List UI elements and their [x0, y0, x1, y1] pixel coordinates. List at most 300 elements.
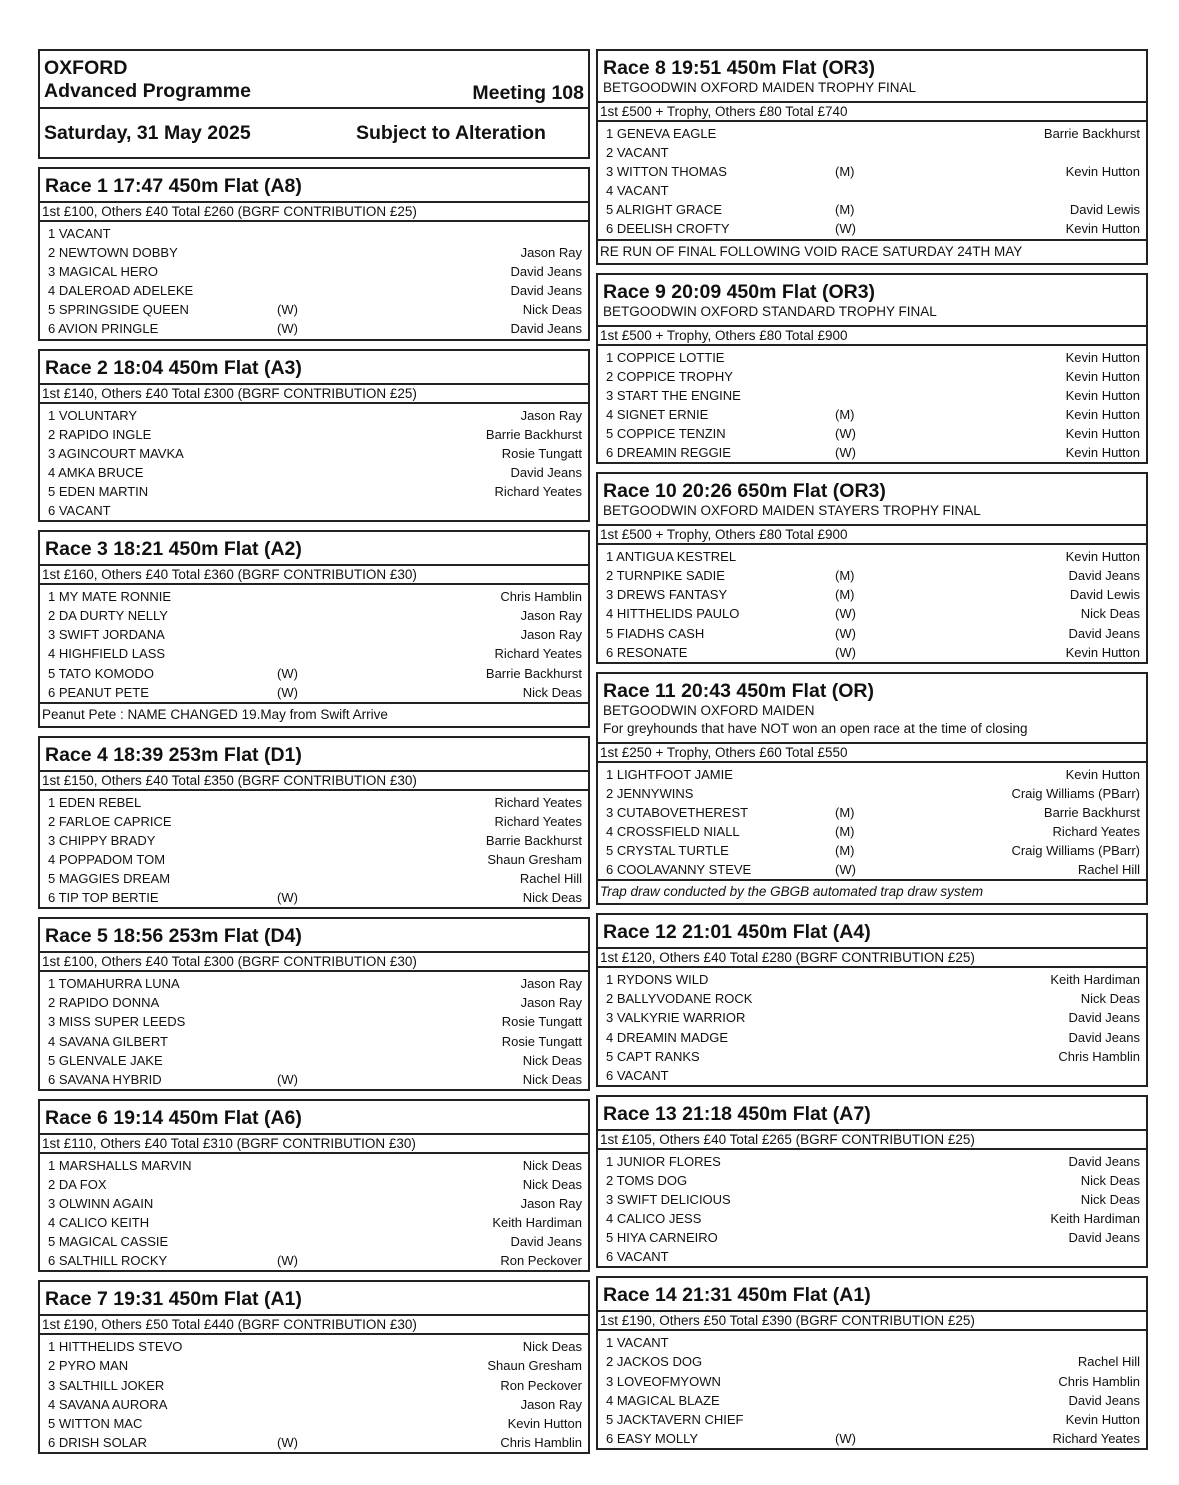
runner-dog: 1 MY MATE RONNIE [48, 589, 172, 605]
runner-trainer: Rachel Hill [519, 871, 582, 887]
runner-trainer: Chris Hamblin [500, 1434, 582, 1450]
race-subtitle: For greyhounds that have NOT won an open race at the time of closing [603, 720, 1028, 736]
runner-trainer: Keith Hardiman [1050, 1211, 1140, 1227]
race-title: Race 10 20:26 650m Flat (OR3) [603, 480, 886, 503]
runner-dog: 5 CAPT RANKS [606, 1048, 700, 1064]
runner-row [598, 1228, 1146, 1247]
runner-dog: 4 CALICO JESS [606, 1211, 702, 1227]
race-header [40, 738, 588, 770]
runner-seed: (M) [835, 587, 855, 603]
runner-row [40, 1012, 588, 1031]
programme-header [38, 49, 590, 159]
runner-trainer: Nick Deas [1080, 1192, 1140, 1207]
race-card [596, 1095, 1148, 1269]
runner-dog: 6 VACANT [48, 503, 111, 519]
runner-trainer: Barrie Backhurst [485, 665, 582, 681]
runner-dog: 3 MAGICAL HERO [48, 264, 159, 280]
runner-dog: 3 OLWINN AGAIN [48, 1196, 154, 1211]
race-note: RE RUN OF FINAL FOLLOWING VOID RACE SATURDAY 24TH MAY [598, 239, 1146, 263]
race-header [40, 1282, 588, 1314]
runner-dog: 4 CALICO KEITH [48, 1215, 150, 1231]
runner-trainer: Kevin Hutton [1065, 164, 1140, 180]
runner-row [40, 644, 588, 663]
runner-dog: 4 DALEROAD ADELEKE [48, 283, 194, 299]
runner-dog: 1 RYDONS WILD [606, 972, 709, 988]
runner-row [40, 793, 588, 812]
runner-row [598, 1352, 1146, 1371]
runner-row [40, 606, 588, 625]
runner-row [40, 1213, 588, 1232]
race-header [598, 915, 1146, 947]
runner-trainer: David Jeans [510, 264, 582, 280]
runner-trainer: David Jeans [1068, 1153, 1140, 1169]
runner-dog: 2 VACANT [606, 145, 669, 161]
runner-row [40, 812, 588, 831]
runner-dog: 3 CUTABOVETHEREST [606, 804, 749, 820]
runner-row [40, 1376, 588, 1395]
runner-row [598, 860, 1146, 879]
runner-trainer: Kevin Hutton [1065, 644, 1140, 660]
runner-dog: 1 VACANT [606, 1335, 669, 1351]
race-card [596, 49, 1148, 265]
runner-dog: 5 HIYA CARNEIRO [606, 1230, 718, 1246]
runner-list [598, 968, 1146, 1085]
runner-row [598, 624, 1146, 643]
runner-dog: 2 NEWTOWN DOBBY [48, 245, 178, 261]
race-prize: 1st £500 + Trophy, Others £80 Total £900 [598, 524, 1146, 545]
runner-dog: 5 SPRINGSIDE QUEEN [48, 302, 189, 318]
race-note: Peanut Pete : NAME CHANGED 19.May from Swift Arrive [40, 702, 588, 726]
runner-dog: 5 JACKTAVERN CHIEF [606, 1411, 744, 1427]
runner-dog: 4 SIGNET ERNIE [606, 406, 709, 422]
runner-dog: 4 MAGICAL BLAZE [606, 1392, 720, 1408]
runner-dog: 3 SWIFT DELICIOUS [606, 1192, 731, 1207]
runner-seed: (W) [277, 1071, 298, 1087]
runner-row [40, 243, 588, 262]
track-name: OXFORD [44, 57, 128, 79]
runner-dog: 5 COPPICE TENZIN [606, 425, 726, 441]
runner-row [598, 765, 1146, 784]
runner-dog: 4 HITTHELIDS PAULO [606, 606, 740, 622]
runner-row [40, 683, 588, 702]
runner-row [598, 803, 1146, 822]
race-title: Race 8 19:51 450m Flat (OR3) [603, 57, 876, 79]
race-title: Race 6 19:14 450m Flat (A6) [45, 1106, 302, 1129]
runner-seed: (M) [835, 406, 855, 422]
runner-row [598, 424, 1146, 443]
runner-seed: (W) [835, 1430, 856, 1446]
race-title: Race 7 19:31 450m Flat (A1) [45, 1288, 302, 1311]
runner-trainer: Jason Ray [520, 627, 582, 643]
runner-dog: 4 DREAMIN MADGE [606, 1029, 729, 1045]
runner-seed: (M) [835, 568, 855, 584]
left-column [38, 49, 590, 1462]
race-note: Trap draw conducted by the GBGB automated trap draw system [598, 879, 1146, 903]
race-card [596, 913, 1148, 1087]
race-title: Race 11 20:43 450m Flat (OR) [603, 679, 874, 702]
runner-trainer: Richard Yeates [494, 646, 582, 662]
runner-row [40, 1337, 588, 1356]
runner-dog: 6 EASY MOLLY [606, 1430, 699, 1446]
runner-trainer: Jason Ray [520, 245, 582, 261]
runner-trainer: Ron Peckover [500, 1253, 582, 1269]
race-title: Race 4 18:39 253m Flat (D1) [45, 743, 302, 766]
runner-list [40, 1335, 588, 1452]
runner-trainer: Chris Hamblin [500, 589, 582, 605]
runner-row [598, 1209, 1146, 1228]
runner-list [598, 122, 1146, 239]
race-prize: 1st £110, Others £40 Total £310 (BGRF CONTRIBUTION £30) [40, 1133, 588, 1154]
race-prize: 1st £500 + Trophy, Others £80 Total £900 [598, 325, 1146, 346]
race-card [38, 736, 590, 910]
runner-trainer: Keith Hardiman [492, 1215, 582, 1231]
runner-dog: 2 JACKOS DOG [606, 1354, 703, 1370]
runner-trainer: Jason Ray [520, 995, 582, 1011]
runner-trainer: David Jeans [1068, 1010, 1140, 1026]
runner-list [598, 545, 1146, 662]
runner-dog: 3 MISS SUPER LEEDS [48, 1014, 186, 1030]
runner-dog: 5 ALRIGHT GRACE [606, 202, 723, 218]
runner-trainer: Shaun Gresham [487, 1358, 582, 1374]
runner-seed: (W) [835, 606, 856, 622]
runner-dog: 1 LIGHTFOOT JAMIE [606, 766, 733, 782]
runner-row [598, 1171, 1146, 1190]
runner-seed: (W) [835, 862, 856, 878]
runner-list [598, 763, 1146, 880]
runner-trainer: David Jeans [510, 464, 582, 480]
race-subtitle: BETGOODWIN OXFORD MAIDEN STAYERS TROPHY FINAL [603, 503, 981, 519]
runner-dog: 4 VACANT [606, 183, 669, 199]
race-prize: 1st £190, Others £50 Total £440 (BGRF CONTRIBUTION £30) [40, 1314, 588, 1335]
runner-row [598, 367, 1146, 386]
runner-trainer: Chris Hamblin [1058, 1373, 1140, 1389]
runner-dog: 3 SALTHILL JOKER [48, 1377, 165, 1393]
runner-row [40, 974, 588, 993]
runner-list [40, 791, 588, 908]
runner-trainer: Kevin Hutton [507, 1415, 582, 1431]
runner-row [40, 463, 588, 482]
runner-row [598, 1190, 1146, 1209]
runner-dog: 2 FARLOE CAPRICE [48, 813, 172, 829]
runner-list [598, 1331, 1146, 1448]
runner-trainer: Kevin Hutton [1065, 425, 1140, 441]
runner-dog: 1 HITTHELIDS STEVO [48, 1339, 183, 1355]
race-prize: 1st £105, Others £40 Total £265 (BGRF CONTRIBUTION £25) [598, 1129, 1146, 1150]
runner-dog: 2 RAPIDO DONNA [48, 995, 160, 1011]
runner-row [598, 970, 1146, 989]
runner-trainer: Craig Williams (PBarr) [1011, 785, 1140, 801]
runner-dog: 6 DREAMIN REGGIE [606, 445, 731, 461]
runner-dog: 1 ANTIGUA KESTREL [606, 549, 737, 565]
runner-seed: (W) [277, 321, 298, 337]
runner-dog: 2 COPPICE TROPHY [606, 368, 733, 384]
programme-header-top [40, 51, 588, 109]
runner-dog: 3 START THE ENGINE [606, 387, 741, 403]
runner-row [40, 1070, 588, 1089]
runner-trainer: David Jeans [1068, 1392, 1140, 1408]
runner-row [40, 224, 588, 243]
runner-trainer: Rosie Tungatt [501, 1033, 582, 1049]
runner-trainer: David Jeans [510, 321, 582, 337]
right-column [596, 49, 1148, 1458]
runner-dog: 1 GENEVA EAGLE [606, 126, 717, 141]
race-prize: 1st £120, Others £40 Total £280 (BGRF CONTRIBUTION £25) [598, 947, 1146, 968]
runner-row [40, 1251, 588, 1270]
runner-row [598, 585, 1146, 604]
runner-dog: 3 DREWS FANTASY [606, 587, 728, 603]
programme-header-bottom [40, 109, 588, 157]
race-header [598, 1278, 1146, 1310]
race-header [40, 351, 588, 383]
race-card [38, 1099, 590, 1273]
runner-dog: 4 AMKA BRUCE [48, 464, 144, 480]
runner-row [598, 1391, 1146, 1410]
runner-trainer: David Jeans [510, 283, 582, 299]
race-header [598, 275, 1146, 325]
runner-dog: 1 TOMAHURRA LUNA [48, 976, 180, 992]
runner-row [598, 1333, 1146, 1352]
alteration-notice: Subject to Alteration [356, 122, 546, 144]
runner-dog: 3 WITTON THOMAS [606, 164, 727, 180]
race-title: Race 9 20:09 450m Flat (OR3) [603, 280, 876, 303]
race-header [598, 474, 1146, 524]
runner-seed: (W) [835, 221, 856, 237]
race-card [38, 917, 590, 1091]
race-title: Race 3 18:21 450m Flat (A2) [45, 538, 302, 561]
runner-trainer: Richard Yeates [1052, 1430, 1140, 1446]
runner-row [598, 124, 1146, 143]
race-prize: 1st £190, Others £50 Total £390 (BGRF CONTRIBUTION £25) [598, 1310, 1146, 1331]
runner-dog: 4 CROSSFIELD NIALL [606, 823, 740, 839]
race-header [40, 532, 588, 564]
runner-row [598, 1066, 1146, 1085]
runner-trainer: David Jeans [1068, 625, 1140, 641]
runner-row [598, 1008, 1146, 1027]
runner-row [40, 1356, 588, 1375]
runner-row [40, 444, 588, 463]
runner-row [40, 1395, 588, 1414]
race-prize: 1st £140, Others £40 Total £300 (BGRF CONTRIBUTION £25) [40, 383, 588, 404]
runner-seed: (W) [277, 302, 298, 318]
race-prize: 1st £250 + Trophy, Others £60 Total £550 [598, 742, 1146, 763]
race-card [596, 1276, 1148, 1450]
runner-row [40, 664, 588, 683]
right-race-list [596, 49, 1148, 1450]
runner-row [598, 386, 1146, 405]
runner-seed: (M) [835, 202, 855, 218]
runner-trainer: Nick Deas [522, 302, 582, 318]
runner-dog: 2 RAPIDO INGLE [48, 426, 152, 442]
runner-trainer: Nick Deas [1080, 991, 1140, 1007]
race-prize: 1st £100, Others £40 Total £260 (BGRF CONTRIBUTION £25) [40, 201, 588, 222]
runner-dog: 6 PEANUT PETE [48, 684, 149, 700]
runner-trainer: Richard Yeates [494, 483, 582, 499]
runner-trainer: Ron Peckover [500, 1377, 582, 1393]
race-title: Race 13 21:18 450m Flat (A7) [603, 1102, 871, 1125]
runner-row [40, 406, 588, 425]
race-title: Race 14 21:31 450m Flat (A1) [603, 1284, 871, 1307]
runner-dog: 2 BALLYVODANE ROCK [606, 991, 753, 1007]
runner-trainer: Nick Deas [522, 1071, 582, 1087]
runner-row [40, 1156, 588, 1175]
runner-row [598, 604, 1146, 623]
runner-row [598, 443, 1146, 462]
runner-seed: (W) [277, 1434, 298, 1450]
runner-row [40, 1414, 588, 1433]
runner-trainer: Chris Hamblin [1058, 1048, 1140, 1064]
runner-trainer: Nick Deas [1080, 1172, 1140, 1188]
runner-trainer: Barrie Backhurst [485, 426, 582, 442]
race-prize: 1st £160, Others £40 Total £360 (BGRF CONTRIBUTION £30) [40, 564, 588, 585]
runner-seed: (W) [835, 445, 856, 461]
runner-trainer: Nick Deas [522, 684, 582, 700]
runner-dog: 6 SAVANA HYBRID [48, 1071, 162, 1087]
race-card [38, 530, 590, 728]
runner-dog: 2 DA DURTY NELLY [48, 608, 168, 624]
runner-dog: 6 AVION PRINGLE [48, 321, 159, 337]
runner-trainer: Kevin Hutton [1065, 349, 1140, 365]
runner-seed: (M) [835, 164, 855, 180]
runner-list [40, 404, 588, 521]
race-header [598, 674, 1146, 742]
race-title: Race 2 18:04 450m Flat (A3) [45, 356, 302, 379]
runner-row [40, 831, 588, 850]
runner-dog: 2 TURNPIKE SADIE [606, 568, 725, 584]
runner-trainer: Shaun Gresham [487, 851, 582, 867]
runner-seed: (W) [835, 625, 856, 641]
runner-trainer: Kevin Hutton [1065, 1411, 1140, 1427]
race-subtitle: BETGOODWIN OXFORD MAIDEN [603, 702, 815, 718]
runner-trainer: Nick Deas [1080, 606, 1140, 622]
runner-trainer: Richard Yeates [494, 794, 582, 810]
race-header [598, 51, 1146, 101]
runner-dog: 5 CRYSTAL TURTLE [606, 843, 729, 859]
runner-dog: 6 COOLAVANNY STEVE [606, 862, 752, 878]
runner-row [40, 1232, 588, 1251]
programme-type: Advanced Programme [44, 80, 251, 102]
runner-dog: 1 VOLUNTARY [48, 407, 138, 423]
race-card [38, 349, 590, 523]
meeting-number: Meeting 108 [472, 82, 584, 104]
runner-trainer: Richard Yeates [1052, 823, 1140, 839]
runner-trainer: Jason Ray [520, 608, 582, 624]
runner-trainer: Kevin Hutton [1065, 368, 1140, 384]
runner-seed: (W) [835, 644, 856, 660]
race-title: Race 1 17:47 450m Flat (A8) [45, 175, 302, 197]
runner-dog: 6 RESONATE [606, 644, 688, 660]
runner-row [40, 1175, 588, 1194]
runner-dog: 4 SAVANA GILBERT [48, 1033, 168, 1049]
runner-row [598, 989, 1146, 1008]
runner-trainer: David Lewis [1069, 587, 1140, 603]
runner-trainer: Nick Deas [522, 1052, 582, 1068]
runner-dog: 6 VACANT [606, 1249, 669, 1265]
race-card [38, 167, 590, 341]
runner-dog: 5 TATO KOMODO [48, 665, 154, 681]
runner-row [40, 1032, 588, 1051]
runner-row [598, 1372, 1146, 1391]
runner-row [598, 547, 1146, 566]
runner-trainer: Nick Deas [522, 1176, 582, 1192]
runner-row [598, 181, 1146, 200]
runner-row [40, 869, 588, 888]
runner-row [40, 625, 588, 644]
runner-dog: 4 SAVANA AURORA [48, 1396, 168, 1412]
runner-dog: 3 CHIPPY BRADY [48, 832, 156, 848]
runner-trainer: Barrie Backhurst [485, 832, 582, 848]
runner-row [40, 501, 588, 520]
runner-row [598, 1410, 1146, 1429]
runner-trainer: Jason Ray [520, 976, 582, 992]
race-prize: 1st £500 + Trophy, Others £80 Total £740 [598, 101, 1146, 122]
runner-dog: 2 PYRO MAN [48, 1358, 129, 1374]
race-card [596, 472, 1148, 664]
runner-row [40, 319, 588, 338]
runner-row [598, 1429, 1146, 1448]
race-title: Race 12 21:01 450m Flat (A4) [603, 921, 871, 944]
runner-row [598, 1047, 1146, 1066]
runner-trainer: David Jeans [1068, 568, 1140, 584]
runner-dog: 5 FIADHS CASH [606, 625, 705, 641]
runner-row [40, 1194, 588, 1213]
race-header [40, 1101, 588, 1133]
runner-row [598, 200, 1146, 219]
runner-row [598, 566, 1146, 585]
runner-dog: 3 AGINCOURT MAVKA [48, 445, 184, 461]
race-title: Race 5 18:56 253m Flat (D4) [45, 925, 302, 948]
runner-row [40, 425, 588, 444]
runner-trainer: Nick Deas [522, 1157, 582, 1173]
runner-trainer: Jason Ray [520, 1196, 582, 1211]
runner-list [40, 972, 588, 1089]
runner-row [40, 300, 588, 319]
runner-seed: (M) [835, 804, 855, 820]
runner-row [40, 262, 588, 281]
runner-trainer: Kevin Hutton [1065, 387, 1140, 403]
race-prize: 1st £100, Others £40 Total £300 (BGRF CONTRIBUTION £30) [40, 951, 588, 972]
runner-dog: 1 EDEN REBEL [48, 794, 142, 810]
runner-dog: 6 DEELISH CROFTY [606, 221, 730, 237]
runner-row [598, 143, 1146, 162]
runner-dog: 5 EDEN MARTIN [48, 483, 149, 499]
runner-trainer: David Jeans [1068, 1029, 1140, 1045]
runner-trainer: Nick Deas [522, 890, 582, 906]
runner-row [40, 1433, 588, 1452]
runner-row [598, 841, 1146, 860]
runner-dog: 6 SALTHILL ROCKY [48, 1253, 168, 1269]
runner-dog: 6 DRISH SOLAR [48, 1434, 147, 1450]
runner-trainer: Kevin Hutton [1065, 549, 1140, 565]
runner-seed: (M) [835, 843, 855, 859]
race-header [40, 919, 588, 951]
runner-dog: 6 TIP TOP BERTIE [48, 890, 159, 906]
race-card [596, 273, 1148, 465]
runner-row [40, 888, 588, 907]
runner-row [598, 405, 1146, 424]
runner-list [598, 1150, 1146, 1267]
runner-row [598, 1247, 1146, 1266]
runner-dog: 1 VACANT [48, 226, 111, 241]
runner-trainer: Rosie Tungatt [501, 445, 582, 461]
runner-row [598, 1028, 1146, 1047]
runner-trainer: Jason Ray [520, 1396, 582, 1412]
runner-trainer: Kevin Hutton [1065, 406, 1140, 422]
runner-dog: 1 JUNIOR FLORES [606, 1153, 721, 1169]
runner-row [598, 784, 1146, 803]
runner-list [40, 585, 588, 702]
runner-dog: 4 POPPADOM TOM [48, 851, 166, 867]
runner-row [40, 587, 588, 606]
